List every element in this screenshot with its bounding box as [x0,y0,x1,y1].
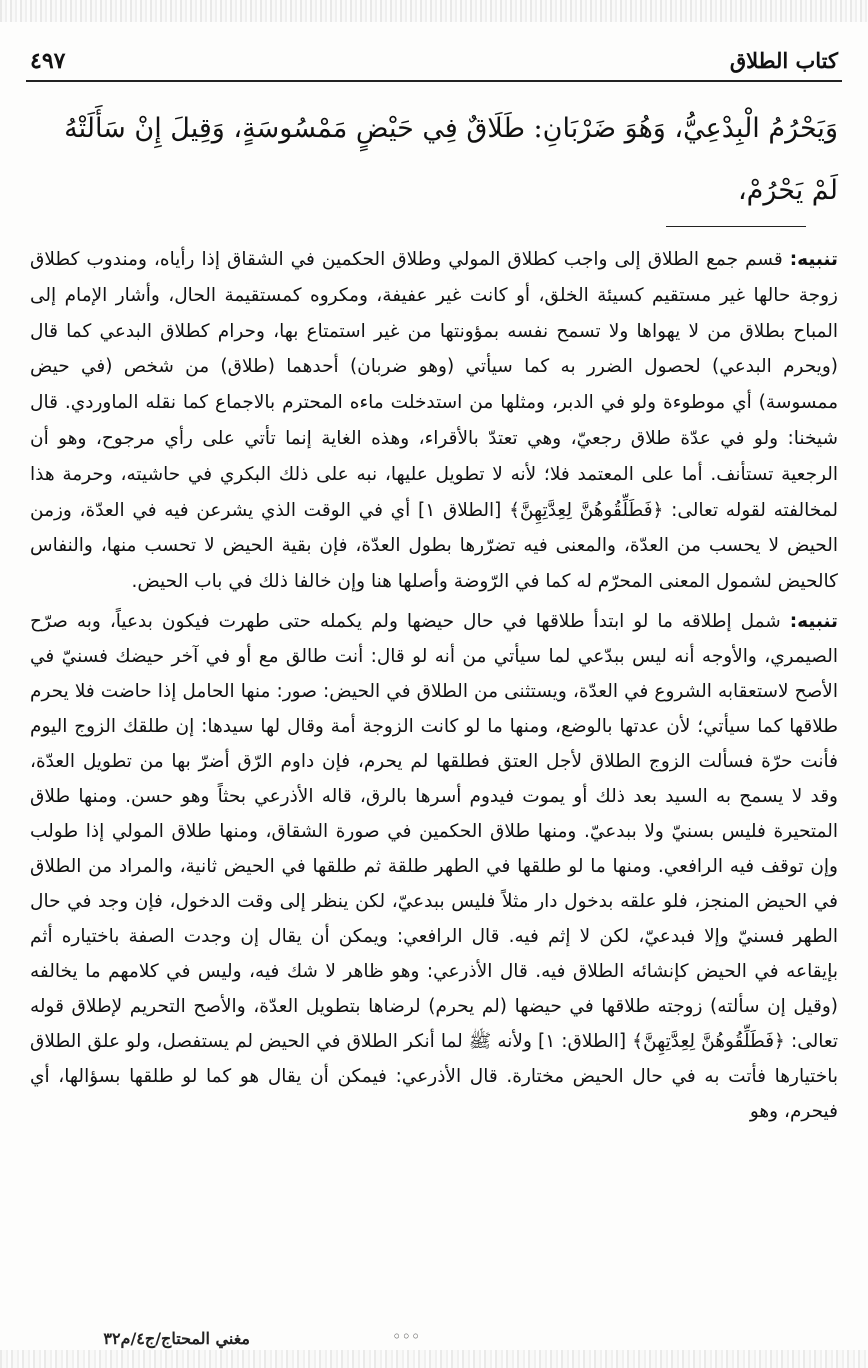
commentary-paragraph-2 [30,604,838,1129]
page-footer [0,1314,868,1348]
commentary-paragraph-1 [30,242,838,600]
page-header [28,44,840,80]
header-divider [26,80,842,82]
page-top-edge [0,0,868,22]
matn-text: وَيَحْرُمُ الْبِدْعِيُّ، وَهُوَ ضَرْبَانِ: طَلَاقٌ فِي حَيْضٍ مَمْسُوسَةٍ، وَقِيلَ إِنْ سَأَلَتْهُ لَمْ يَحْرُمْ، [64,113,838,206]
paragraph-text: شمل إطلاقه ما لو ابتدأ طلاقها في حال حيضها ولم يكمله حتى طهرت فيكون بدعياً، وبه صرّح الصيمري، والأوجه أنه ليس ببدّعي لما سيأتي من أنه لو قال: أنت طالق مع أو في آخر حيضك فسنيّ في الأصح لاستعقابه الشروع في العدّة، ويستثنى من الطلاق في الحيض: صور: منها الحامل إذا حاضت فلا يحرم طلاقها كما سيأتي؛ لأن عدتها بالوضع، ومنها ما لو كانت الزوجة أمة وقال لها سيدها: إن طلقك الزوج اليوم فأنت حرّة فسألت الزوج الطلاق لأجل العتق فطلقها لم يحرم، فإن داوم الرّق أضرّ بها من تطويل العدّة، وقد لا يسمح به السيد بعد ذلك أو يموت فيدوم أسرها بالرق، قاله الأذرعي بحثاً وهو حسن. ومنها طلاق المتحيرة فليس بسنيّ ولا ببدعيّ. ومنها طلاق الحكمين في صورة الشقاق، ومنها طلاق المولي إذا طولب وإن توقف فيه الرافعي. ومنها ما لو طلقها في الطهر طلقة ثم طلقها في الحيض ثانية، والمراد من الطلاق في الحيض المنجز، فلو علقه بدخول دار مثلاً فليس ببدعيّ، لكن ينظر إلى وقت الدخول، فإن وجد في حال الطهر فسنيّ وإلا فبدعيّ، لكن لا إثم فيه. قال الرافعي: ويمكن أن يقال إن وجدت الصفة باختياره أثم بإيقاعه في الحيض كإنشائه الطلاق فيه. قال الأذرعي: وهو ظاهر لا شك فيه، وليس في كلامهم ما يخالفه (وقيل إن سألته) زوجته طلاقها في حيضها (لم يحرم) لرضاها بتطويل العدّة، والأصح التحريم لإطلاق قوله تعالى: ﴿فَطَلِّقُوهُنَّ لِعِدَّتِهِنَّ﴾ [الطلاق: ١] ولأنه ﷺ لما أنكر الطلاق في الحيض لم يستفصل، ولو علق الطلاق باختيارها فأتت به في حال الحيض مختارة. قال الأذرعي: فيمكن أن يقال هو كما لو طلقها بسؤالها، أي فيحرم، وهو [30,610,838,1122]
source-reference: مغني المحتاج/ج٤/م٣٢ [103,1329,250,1348]
page-bottom-edge [0,1350,868,1368]
page-number: ٤٩٧ [30,48,66,74]
footer-ornament-icon: ◦◦◦ [392,1327,421,1346]
note-label: تنبيه: [789,249,838,270]
paragraph-text: قسم جمع الطلاق إلى واجب كطلاق المولي وطلاق الحكمين في الشقاق إذا رأياه، ومندوب كطلاق زوجة حالها غير مستقيم كسيئة الخلق، أو كانت غير عفيفة، ومكروه كمستقيمة الحال، وأشار الإمام إلى المباح بطلاق من لا يهواها ولا تسمح نفسه بمؤونتها من غير استمتاع بها، وحرام كطلاق البدعي كما قال (ويحرم البدعي) لحصول الضرر به كما سيأتي (وهو ضربان) أحدهما (طلاق) من شخص (في حيض ممسوسة) أي موطوءة ولو في الدبر، ومثلها من استدخلت ماءه المحترم بالاجماع كما نقله الماوردي. قال شيخنا: ولو في عدّة طلاق رجعيّ، وهي تعتدّ بالأقراء، وهذه الغاية إنما تأتي على رأي مرجوح، وهو أن الرجعية تستأنف. أما على المعتمد فلا؛ لأنه لا تطويل عليها، نبه على ذلك البكري في حاشيته، وحرمة هذا لمخالفته لقوله تعالى: ﴿فَطَلِّقُوهُنَّ لِعِدَّتِهِنَّ﴾ [الطلاق ١] أي في الوقت الذي يشرعن فيه في العدّة، وزمن الحيض لا يحسب من العدّة، والمعنى فيه تضرّرها بطول العدّة، فإن بقية الحيض لا تحسب منها، والنفاس كالحيض لشمول المعنى المحرّم له كما في الرّوضة وأصلها هنا وإن خالفا ذلك في باب الحيض. [30,249,838,593]
chapter-title: كتاب الطلاق [729,48,838,73]
matn-divider [666,226,806,227]
commentary [30,242,838,1133]
note-label: تنبيه: [789,610,838,632]
